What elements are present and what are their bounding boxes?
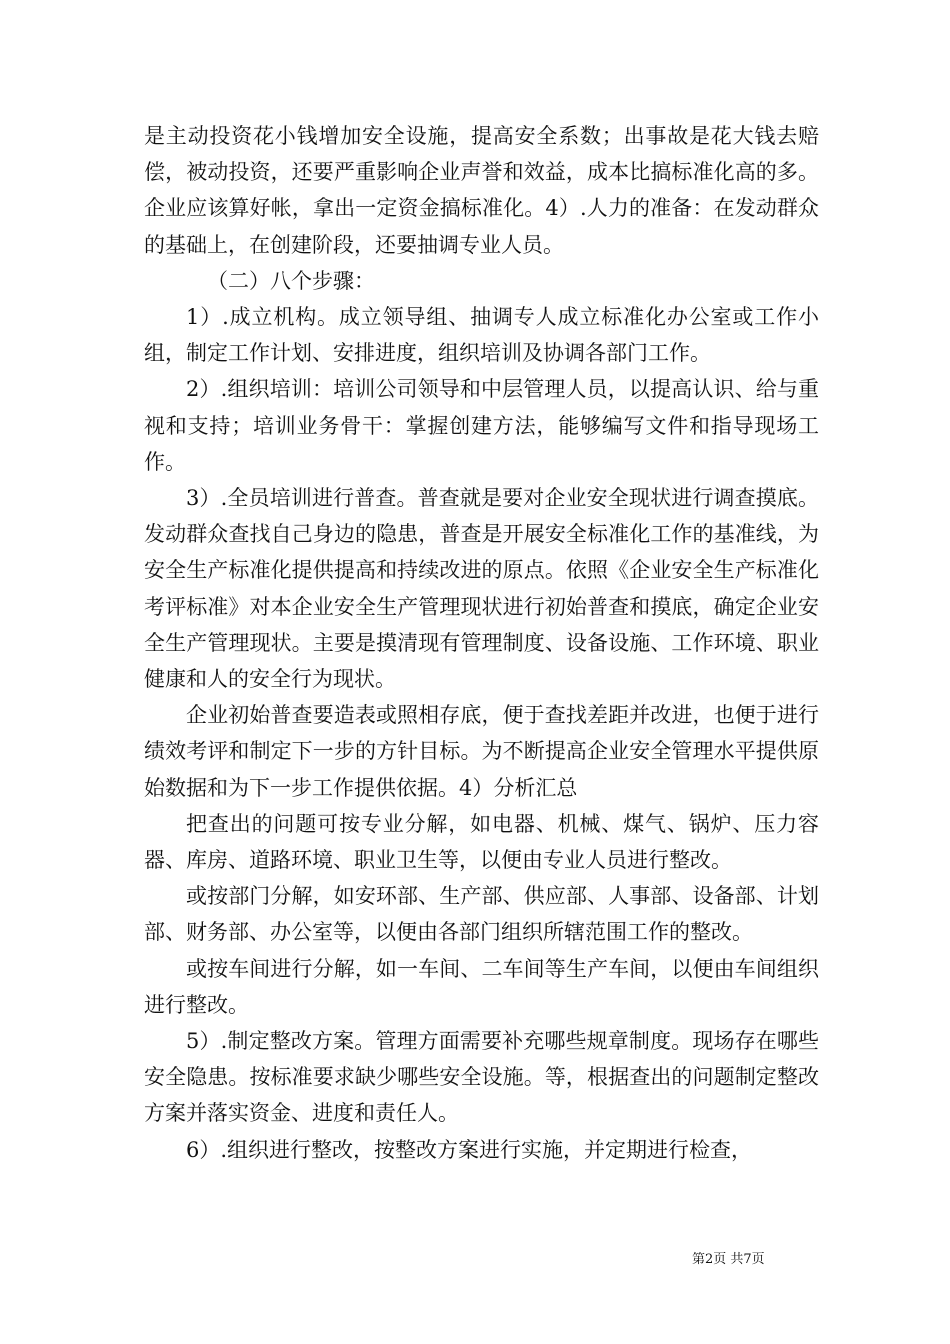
paragraph-by-workshop: 或按车间进行分解，如一车间、二车间等生产车间，以便由车间组织进行整改。 — [144, 956, 819, 1017]
paragraph-step-1: 1）.成立机构。成立领导组、抽调专人成立标准化办公室或工作小组，制定工作计划、安排进度，组织培训及协调各部门工作。 — [144, 305, 819, 366]
paragraph-initial-survey: 企业初始普查要造表或照相存底，便于查找差距并改进，也便于进行绩效考评和制定下一步的方针目标。为不断提高企业安全管理水平提供原始数据和为下一步工作提供依据。4）分析汇总 — [144, 703, 819, 800]
paragraph-step-6: 6）.组织进行整改，按整改方案进行实施，并定期进行检查， — [186, 1137, 753, 1162]
paragraph-step-5: 5）.制定整改方案。管理方面需要补充哪些规章制度。现场存在哪些安全隐患。按标准要求缺少哪些安全设施。等，根据查出的问题制定整改方案并落实资金、进度和责任人。 — [144, 1029, 819, 1126]
paragraph-step-2: 2）.组织培训：培训公司领导和中层管理人员，以提高认识、给与重视和支持；培训业务骨干：掌握创建方法，能够编写文件和指导现场工作。 — [144, 377, 819, 474]
page-number-footer: 第2页 共7页 — [692, 1252, 765, 1267]
paragraph-by-specialty: 把查出的问题可按专业分解，如电器、机械、煤气、锅炉、压力容器、库房、道路环境、职业卫生等，以便由专业人员进行整改。 — [144, 811, 819, 873]
paragraph-step-3: 3）.全员培训进行普查。普查就是要对企业安全现状进行调查摸底。发动群众查找自己身边的隐患，普查是开展安全标准化工作的基准线，为安全生产标准化提供提高和持续改进的原点。依照《企业安全生产标准化考评标准》对本企业安全生产管理现状进行初始普查和摸底，确定企业安全生产管理现状。主要是摸清现有管理制度、设备设施、工作环境、职业健康和人的安全行为现状。 — [144, 486, 819, 692]
section-heading-eight-steps: （二）八个步骤： — [207, 268, 375, 293]
document-body — [144, 118, 819, 1168]
paragraph-continuation: 是主动投资花小钱增加安全设施，提高安全系数；出事故是花大钱去赔偿，被动投资，还要严重影响企业声誉和效益，成本比搞标准化高的多。企业应该算好帐，拿出一定资金搞标准化。4）.人力的准备：在发动群众的基础上，在创建阶段，还要抽调专业人员。 — [144, 124, 819, 257]
paragraph-by-department: 或按部门分解，如安环部、生产部、供应部、人事部、设备部、计划部、财务部、办公室等，以便由各部门组织所辖范围工作的整改。 — [144, 884, 819, 945]
